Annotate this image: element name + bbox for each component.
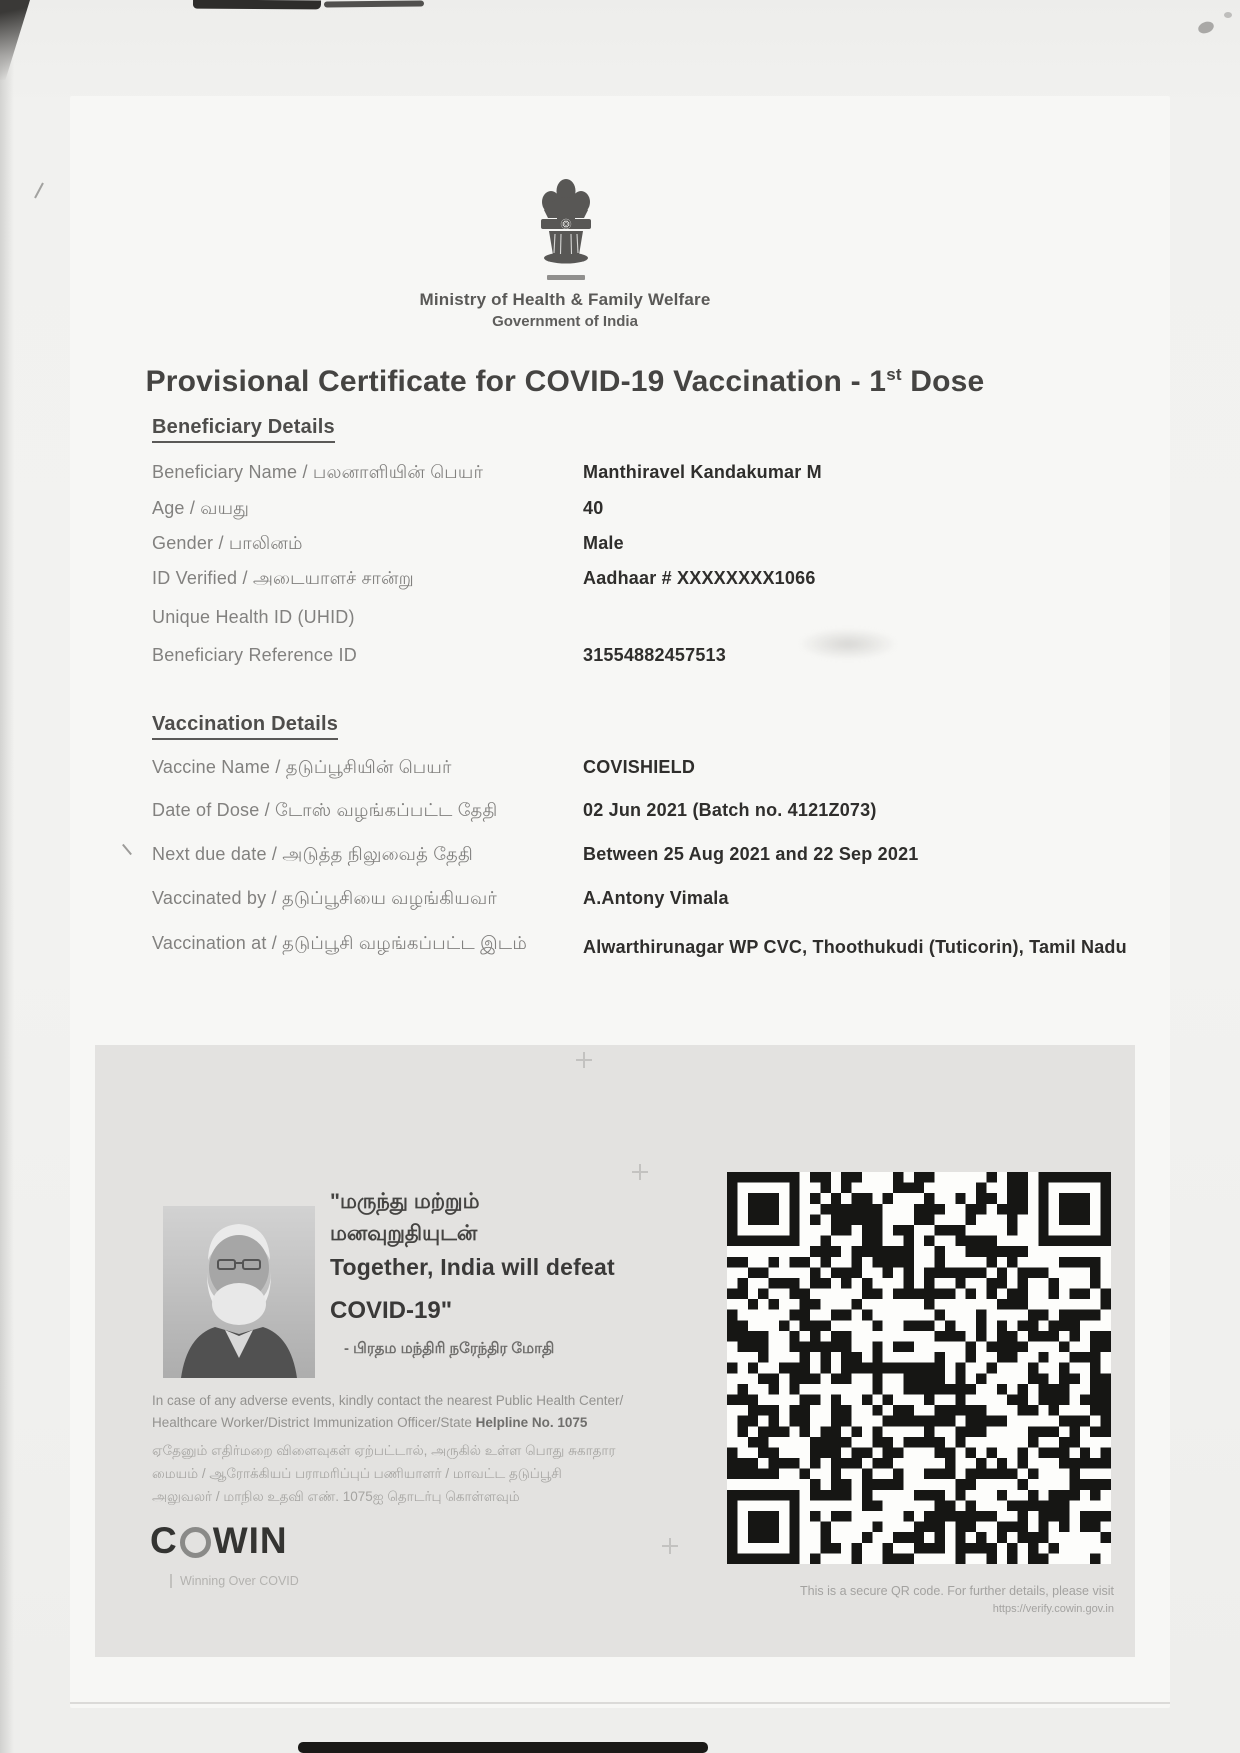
- detail-row: [0, 800, 1240, 830]
- scan-artifact-pencil-mark: [34, 183, 44, 199]
- scan-artifact-corner: [0, 0, 30, 80]
- field-value: A.Antony Vimala: [583, 888, 729, 908]
- field-value: Aadhaar # XXXXXXXX1066: [583, 568, 816, 588]
- adverse-events-notice-tamil: ஏதேனும் எதிர்மறை விளைவுகள் ஏற்பட்டால், அருகில் உள்ள பொது சுகாதார மையம் / ஆரோக்கியப் பராமரிப்புப் பணியாளர் / மாவட்ட தடுப்பூசி அலுவலர் / மாநில உதவி எண். 1075ஐ தொடர்பு கொள்ளவும்: [152, 1443, 616, 1504]
- detail-row: [0, 926, 1240, 1022]
- field-label: ID Verified / அடையாளச் சான்று: [152, 568, 414, 588]
- field-label: Beneficiary Reference ID: [152, 645, 357, 665]
- qr-caption-link: https://verify.cowin.gov.in: [992, 1602, 1114, 1615]
- qr-caption: [690, 1582, 1114, 1617]
- certificate-title-text: Provisional Certificate for COVID-19 Vaccination - 1: [145, 365, 887, 398]
- cowin-logo-win: WIN: [212, 1520, 288, 1561]
- field-value: 02 Jun 2021 (Batch no. 4121Z073): [583, 800, 877, 820]
- field-value: COVISHIELD: [583, 757, 696, 777]
- registration-mark: [576, 1052, 592, 1068]
- cowin-logo-ring-icon: [180, 1527, 211, 1558]
- scan-artifact-bottom-bar: [298, 1742, 708, 1753]
- adverse-events-notice-english: [152, 1390, 642, 1433]
- detail-row: [0, 498, 1240, 528]
- qr-code: [727, 1172, 1111, 1564]
- field-label: Vaccination at / தடுப்பூசி வழங்கப்பட்ட இடம்: [152, 933, 527, 953]
- cowin-logo-c: C: [150, 1520, 178, 1561]
- scan-artifact-fold-line: [70, 1702, 1170, 1704]
- detail-row: [0, 844, 1240, 874]
- field-label: Gender / பாலினம்: [152, 533, 303, 553]
- prime-minister-portrait-image: [163, 1206, 315, 1378]
- scan-artifact-top: [324, 0, 424, 7]
- quote-attribution: - பிரதம மந்திரி நரேந்திர மோதி: [344, 1340, 555, 1357]
- scan-edge-shadow: [0, 0, 14, 1753]
- notice-line2: Healthcare Worker/District Immunization Officer/State: [152, 1414, 476, 1430]
- field-label: Date of Dose / டோஸ் வழங்கப்பட்ட தேதி: [152, 800, 498, 820]
- field-label: Vaccine Name / தடுப்பூசியின் பெயர்: [152, 757, 452, 777]
- field-value: Alwarthirunagar WP CVC, Thoothukudi (Tuticorin), Tamil Nadu: [583, 937, 1127, 957]
- helpline-number: Helpline No. 1075: [475, 1414, 588, 1430]
- emblem-of-india-icon: [520, 176, 612, 296]
- detail-row: [0, 568, 1240, 598]
- scan-artifact-smudge: [798, 628, 898, 660]
- field-value: Between 25 Aug 2021 and 22 Sep 2021: [583, 844, 919, 864]
- scan-artifact-speck: [1224, 12, 1232, 18]
- certificate-title-ordinal: st: [886, 365, 902, 384]
- detail-row: [0, 607, 1240, 637]
- certificate-title-dose: Dose: [901, 365, 985, 398]
- notice-line1: In case of any adverse events, kindly contact the nearest Public Health Center/: [152, 1393, 624, 1408]
- registration-mark: [632, 1164, 648, 1180]
- quote-english-line1: Together, India will defeat: [330, 1254, 615, 1280]
- field-label: Age / வயது: [152, 498, 250, 518]
- field-label: Vaccinated by / தடுப்பூசியை வழங்கியவர்: [152, 888, 498, 908]
- quote-tamil-line2: மனவுறுதியுடன்: [330, 1222, 478, 1245]
- field-value: 31554882457513: [583, 645, 726, 665]
- beneficiary-details-heading: Beneficiary Details: [152, 416, 335, 443]
- detail-row: [0, 645, 1240, 675]
- quote-tamil-line1: "மருந்து மற்றும்: [330, 1190, 480, 1213]
- field-label: Unique Health ID (UHID): [152, 607, 355, 627]
- quote-english-line2: COVID-19": [330, 1297, 453, 1324]
- detail-row: [0, 888, 1240, 918]
- detail-row: [0, 462, 1240, 492]
- vaccination-details-heading: Vaccination Details: [152, 713, 338, 740]
- ministry-name: Ministry of Health & Family Welfare: [419, 290, 711, 309]
- field-value: Manthiravel Kandakumar M: [583, 462, 822, 482]
- detail-row: [0, 757, 1240, 787]
- registration-mark: [662, 1538, 678, 1554]
- scan-artifact-top: [193, 0, 321, 9]
- field-value: Male: [583, 533, 624, 553]
- field-label: Beneficiary Name / பலனாளியின் பெயர்: [152, 462, 484, 482]
- field-label: Next due date / அடுத்த நிலுவைத் தேதி: [152, 844, 473, 864]
- government-name: Government of India: [492, 313, 638, 330]
- field-value: 40: [583, 498, 604, 518]
- certificate-title: [0, 365, 1130, 399]
- scan-artifact-speck: [1197, 20, 1216, 36]
- qr-caption-line1: This is a secure QR code. For further details, please visit: [799, 1584, 1114, 1598]
- cowin-tagline: Winning Over COVID: [170, 1574, 299, 1588]
- detail-row: [0, 533, 1240, 563]
- cowin-logo: [150, 1520, 288, 1562]
